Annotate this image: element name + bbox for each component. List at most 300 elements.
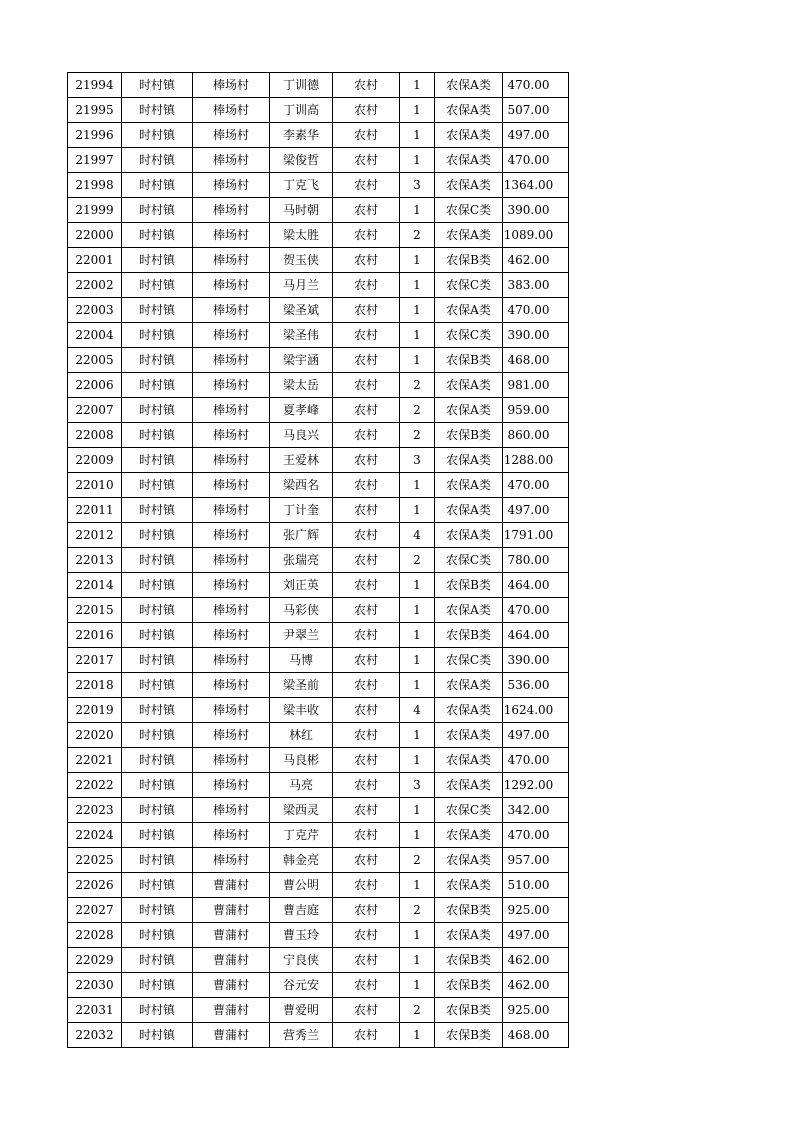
village-cell: 棒场村 [193,323,270,348]
insurance-class-cell: 农保B类 [435,573,503,598]
insurance-class-cell: 农保A类 [435,498,503,523]
household-count-cell: 1 [400,98,435,123]
village-cell: 棒场村 [193,148,270,173]
insurance-class-cell: 农保A类 [435,823,503,848]
record-id-cell: 22009 [68,448,122,473]
table-row [68,148,569,173]
village-cell: 曹蒲村 [193,973,270,998]
insurance-class-cell: 农保A类 [435,698,503,723]
town-cell: 时村镇 [122,798,193,823]
table-row [68,1023,569,1048]
area-type-cell: 农村 [333,573,400,598]
person-name-cell: 马月兰 [270,273,333,298]
village-cell: 曹蒲村 [193,998,270,1023]
amount-cell: 925.00 [503,898,569,923]
insurance-class-cell: 农保B类 [435,898,503,923]
town-cell: 时村镇 [122,298,193,323]
town-cell: 时村镇 [122,673,193,698]
amount-cell: 507.00 [503,98,569,123]
household-count-cell: 2 [400,548,435,573]
area-type-cell: 农村 [333,698,400,723]
town-cell: 时村镇 [122,98,193,123]
town-cell: 时村镇 [122,398,193,423]
insurance-class-cell: 农保A类 [435,673,503,698]
insurance-class-cell: 农保A类 [435,98,503,123]
amount-cell: 383.00 [503,273,569,298]
person-name-cell: 张瑞亮 [270,548,333,573]
person-name-cell: 王爱林 [270,448,333,473]
table-row [68,523,569,548]
person-name-cell: 曹玉玲 [270,923,333,948]
record-id-cell: 22008 [68,423,122,448]
area-type-cell: 农村 [333,848,400,873]
town-cell: 时村镇 [122,648,193,673]
record-id-cell: 22014 [68,573,122,598]
village-cell: 棒场村 [193,198,270,223]
insurance-class-cell: 农保B类 [435,973,503,998]
town-cell: 时村镇 [122,848,193,873]
amount-cell: 464.00 [503,573,569,598]
amount-cell: 1292.00 [503,773,569,798]
record-id-cell: 21994 [68,73,122,98]
amount-cell: 470.00 [503,748,569,773]
table-row [68,823,569,848]
record-id-cell: 22018 [68,673,122,698]
amount-cell: 981.00 [503,373,569,398]
record-id-cell: 22020 [68,723,122,748]
area-type-cell: 农村 [333,473,400,498]
household-count-cell: 1 [400,573,435,598]
amount-cell: 468.00 [503,348,569,373]
amount-cell: 510.00 [503,873,569,898]
area-type-cell: 农村 [333,798,400,823]
record-id-cell: 21995 [68,98,122,123]
person-name-cell: 马彩侠 [270,598,333,623]
town-cell: 时村镇 [122,148,193,173]
village-cell: 棒场村 [193,648,270,673]
table-row [68,773,569,798]
table-row [68,323,569,348]
household-count-cell: 2 [400,373,435,398]
table-row [68,648,569,673]
person-name-cell: 丁克芹 [270,823,333,848]
insurance-class-cell: 农保A类 [435,123,503,148]
village-cell: 棒场村 [193,523,270,548]
record-id-cell: 22024 [68,823,122,848]
record-id-cell: 22015 [68,598,122,623]
insurance-class-cell: 农保A类 [435,398,503,423]
area-type-cell: 农村 [333,898,400,923]
village-cell: 曹蒲村 [193,948,270,973]
town-cell: 时村镇 [122,273,193,298]
amount-cell: 536.00 [503,673,569,698]
person-name-cell: 马时朝 [270,198,333,223]
table-row [68,373,569,398]
table-row [68,473,569,498]
town-cell: 时村镇 [122,773,193,798]
insurance-class-cell: 农保A类 [435,173,503,198]
table-row [68,123,569,148]
village-cell: 棒场村 [193,273,270,298]
record-id-cell: 22031 [68,998,122,1023]
household-count-cell: 1 [400,623,435,648]
record-id-cell: 22002 [68,273,122,298]
person-name-cell: 营秀兰 [270,1023,333,1048]
insurance-class-cell: 农保A类 [435,723,503,748]
amount-cell: 957.00 [503,848,569,873]
village-cell: 棒场村 [193,223,270,248]
insurance-class-cell: 农保A类 [435,848,503,873]
village-cell: 棒场村 [193,573,270,598]
person-name-cell: 林红 [270,723,333,748]
town-cell: 时村镇 [122,523,193,548]
household-count-cell: 1 [400,273,435,298]
town-cell: 时村镇 [122,198,193,223]
table-row [68,448,569,473]
village-cell: 棒场村 [193,423,270,448]
town-cell: 时村镇 [122,698,193,723]
person-name-cell: 贺玉侠 [270,248,333,273]
person-name-cell: 张广辉 [270,523,333,548]
record-id-cell: 22019 [68,698,122,723]
insurance-class-cell: 农保A类 [435,148,503,173]
table-row [68,248,569,273]
insurance-class-cell: 农保A类 [435,523,503,548]
record-id-cell: 22030 [68,973,122,998]
village-cell: 棒场村 [193,173,270,198]
amount-cell: 342.00 [503,798,569,823]
insurance-class-cell: 农保A类 [435,598,503,623]
household-count-cell: 1 [400,73,435,98]
amount-cell: 470.00 [503,823,569,848]
village-cell: 棒场村 [193,823,270,848]
area-type-cell: 农村 [333,73,400,98]
person-name-cell: 梁太岳 [270,373,333,398]
village-cell: 棒场村 [193,398,270,423]
town-cell: 时村镇 [122,1023,193,1048]
table-row [68,498,569,523]
table-row [68,848,569,873]
area-type-cell: 农村 [333,223,400,248]
area-type-cell: 农村 [333,673,400,698]
amount-cell: 497.00 [503,923,569,948]
village-cell: 棒场村 [193,773,270,798]
record-id-cell: 22013 [68,548,122,573]
record-id-cell: 22003 [68,298,122,323]
household-count-cell: 2 [400,223,435,248]
area-type-cell: 农村 [333,998,400,1023]
table-row [68,98,569,123]
table-row [68,598,569,623]
record-id-cell: 22029 [68,948,122,973]
person-name-cell: 梁西灵 [270,798,333,823]
village-cell: 棒场村 [193,73,270,98]
record-id-cell: 22010 [68,473,122,498]
area-type-cell: 农村 [333,448,400,473]
area-type-cell: 农村 [333,248,400,273]
person-name-cell: 丁训高 [270,98,333,123]
insurance-class-cell: 农保A类 [435,223,503,248]
area-type-cell: 农村 [333,98,400,123]
person-name-cell: 马博 [270,648,333,673]
town-cell: 时村镇 [122,923,193,948]
area-type-cell: 农村 [333,498,400,523]
area-type-cell: 农村 [333,148,400,173]
area-type-cell: 农村 [333,748,400,773]
household-count-cell: 2 [400,898,435,923]
town-cell: 时村镇 [122,598,193,623]
roster-sheet [67,72,569,1048]
table-row [68,398,569,423]
household-count-cell: 3 [400,173,435,198]
village-cell: 曹蒲村 [193,873,270,898]
village-cell: 棒场村 [193,673,270,698]
amount-cell: 497.00 [503,723,569,748]
area-type-cell: 农村 [333,398,400,423]
village-cell: 棒场村 [193,848,270,873]
amount-cell: 780.00 [503,548,569,573]
town-cell: 时村镇 [122,223,193,248]
table-row [68,548,569,573]
household-count-cell: 1 [400,123,435,148]
person-name-cell: 尹翠兰 [270,623,333,648]
record-id-cell: 22027 [68,898,122,923]
person-name-cell: 梁太胜 [270,223,333,248]
town-cell: 时村镇 [122,573,193,598]
insurance-class-cell: 农保A类 [435,373,503,398]
household-count-cell: 1 [400,298,435,323]
household-count-cell: 1 [400,798,435,823]
area-type-cell: 农村 [333,973,400,998]
town-cell: 时村镇 [122,73,193,98]
record-id-cell: 22022 [68,773,122,798]
table-row [68,423,569,448]
person-name-cell: 梁圣伟 [270,323,333,348]
amount-cell: 1089.00 [503,223,569,248]
table-row [68,348,569,373]
insurance-class-cell: 农保A类 [435,73,503,98]
household-count-cell: 1 [400,323,435,348]
village-cell: 曹蒲村 [193,898,270,923]
person-name-cell: 梁圣斌 [270,298,333,323]
table-row [68,973,569,998]
table-row [68,898,569,923]
town-cell: 时村镇 [122,723,193,748]
insurance-class-cell: 农保A类 [435,448,503,473]
person-name-cell: 梁俊哲 [270,148,333,173]
record-id-cell: 22032 [68,1023,122,1048]
area-type-cell: 农村 [333,923,400,948]
record-id-cell: 21998 [68,173,122,198]
amount-cell: 468.00 [503,1023,569,1048]
insurance-class-cell: 农保B类 [435,1023,503,1048]
roster-body [68,73,569,1048]
area-type-cell: 农村 [333,548,400,573]
record-id-cell: 22012 [68,523,122,548]
table-row [68,623,569,648]
amount-cell: 1624.00 [503,698,569,723]
household-count-cell: 2 [400,848,435,873]
household-count-cell: 1 [400,348,435,373]
table-row [68,948,569,973]
area-type-cell: 农村 [333,198,400,223]
person-name-cell: 韩金亮 [270,848,333,873]
insurance-class-cell: 农保C类 [435,798,503,823]
amount-cell: 470.00 [503,73,569,98]
household-count-cell: 1 [400,973,435,998]
record-id-cell: 22007 [68,398,122,423]
household-count-cell: 1 [400,148,435,173]
insurance-class-cell: 农保A类 [435,473,503,498]
town-cell: 时村镇 [122,948,193,973]
person-name-cell: 谷元安 [270,973,333,998]
person-name-cell: 曹吉庭 [270,898,333,923]
amount-cell: 1791.00 [503,523,569,548]
village-cell: 棒场村 [193,123,270,148]
table-row [68,573,569,598]
person-name-cell: 丁计奎 [270,498,333,523]
person-name-cell: 刘正英 [270,573,333,598]
record-id-cell: 22005 [68,348,122,373]
village-cell: 棒场村 [193,748,270,773]
record-id-cell: 22023 [68,798,122,823]
table-row [68,173,569,198]
record-id-cell: 22025 [68,848,122,873]
amount-cell: 925.00 [503,998,569,1023]
record-id-cell: 22028 [68,923,122,948]
town-cell: 时村镇 [122,123,193,148]
table-row [68,698,569,723]
village-cell: 棒场村 [193,698,270,723]
person-name-cell: 李素华 [270,123,333,148]
household-count-cell: 1 [400,498,435,523]
insurance-class-cell: 农保A类 [435,773,503,798]
village-cell: 棒场村 [193,723,270,748]
person-name-cell: 丁训德 [270,73,333,98]
amount-cell: 470.00 [503,598,569,623]
amount-cell: 959.00 [503,398,569,423]
town-cell: 时村镇 [122,498,193,523]
household-count-cell: 1 [400,473,435,498]
amount-cell: 390.00 [503,648,569,673]
village-cell: 曹蒲村 [193,1023,270,1048]
household-count-cell: 3 [400,448,435,473]
record-id-cell: 22016 [68,623,122,648]
household-count-cell: 1 [400,248,435,273]
area-type-cell: 农村 [333,723,400,748]
record-id-cell: 21996 [68,123,122,148]
village-cell: 棒场村 [193,798,270,823]
amount-cell: 464.00 [503,623,569,648]
table-row [68,273,569,298]
area-type-cell: 农村 [333,173,400,198]
household-count-cell: 1 [400,948,435,973]
town-cell: 时村镇 [122,348,193,373]
amount-cell: 390.00 [503,198,569,223]
record-id-cell: 22017 [68,648,122,673]
amount-cell: 1364.00 [503,173,569,198]
amount-cell: 860.00 [503,423,569,448]
insurance-class-cell: 农保C类 [435,323,503,348]
household-count-cell: 2 [400,998,435,1023]
amount-cell: 1288.00 [503,448,569,473]
area-type-cell: 农村 [333,523,400,548]
table-row [68,748,569,773]
village-cell: 曹蒲村 [193,923,270,948]
person-name-cell: 梁丰收 [270,698,333,723]
table-row [68,73,569,98]
person-name-cell: 梁宇涵 [270,348,333,373]
insurance-class-cell: 农保C类 [435,548,503,573]
record-id-cell: 22011 [68,498,122,523]
household-count-cell: 1 [400,748,435,773]
village-cell: 棒场村 [193,348,270,373]
record-id-cell: 22004 [68,323,122,348]
insurance-class-cell: 农保A类 [435,873,503,898]
person-name-cell: 马良兴 [270,423,333,448]
person-name-cell: 曹公明 [270,873,333,898]
area-type-cell: 农村 [333,1023,400,1048]
town-cell: 时村镇 [122,473,193,498]
village-cell: 棒场村 [193,498,270,523]
area-type-cell: 农村 [333,948,400,973]
area-type-cell: 农村 [333,123,400,148]
roster-table [67,72,569,1048]
person-name-cell: 马亮 [270,773,333,798]
table-row [68,198,569,223]
amount-cell: 462.00 [503,973,569,998]
area-type-cell: 农村 [333,348,400,373]
amount-cell: 470.00 [503,298,569,323]
insurance-class-cell: 农保C类 [435,198,503,223]
household-count-cell: 4 [400,698,435,723]
insurance-class-cell: 农保A类 [435,748,503,773]
household-count-cell: 1 [400,1023,435,1048]
table-row [68,298,569,323]
area-type-cell: 农村 [333,823,400,848]
table-row [68,223,569,248]
village-cell: 棒场村 [193,473,270,498]
town-cell: 时村镇 [122,248,193,273]
town-cell: 时村镇 [122,748,193,773]
amount-cell: 497.00 [503,123,569,148]
town-cell: 时村镇 [122,373,193,398]
town-cell: 时村镇 [122,548,193,573]
area-type-cell: 农村 [333,773,400,798]
area-type-cell: 农村 [333,273,400,298]
insurance-class-cell: 农保B类 [435,998,503,1023]
table-row [68,673,569,698]
household-count-cell: 1 [400,198,435,223]
village-cell: 棒场村 [193,448,270,473]
area-type-cell: 农村 [333,423,400,448]
amount-cell: 462.00 [503,948,569,973]
town-cell: 时村镇 [122,623,193,648]
record-id-cell: 22000 [68,223,122,248]
table-row [68,998,569,1023]
household-count-cell: 1 [400,823,435,848]
town-cell: 时村镇 [122,448,193,473]
insurance-class-cell: 农保B类 [435,623,503,648]
amount-cell: 462.00 [503,248,569,273]
household-count-cell: 2 [400,423,435,448]
area-type-cell: 农村 [333,623,400,648]
record-id-cell: 22021 [68,748,122,773]
town-cell: 时村镇 [122,423,193,448]
record-id-cell: 22026 [68,873,122,898]
area-type-cell: 农村 [333,298,400,323]
record-id-cell: 21999 [68,198,122,223]
